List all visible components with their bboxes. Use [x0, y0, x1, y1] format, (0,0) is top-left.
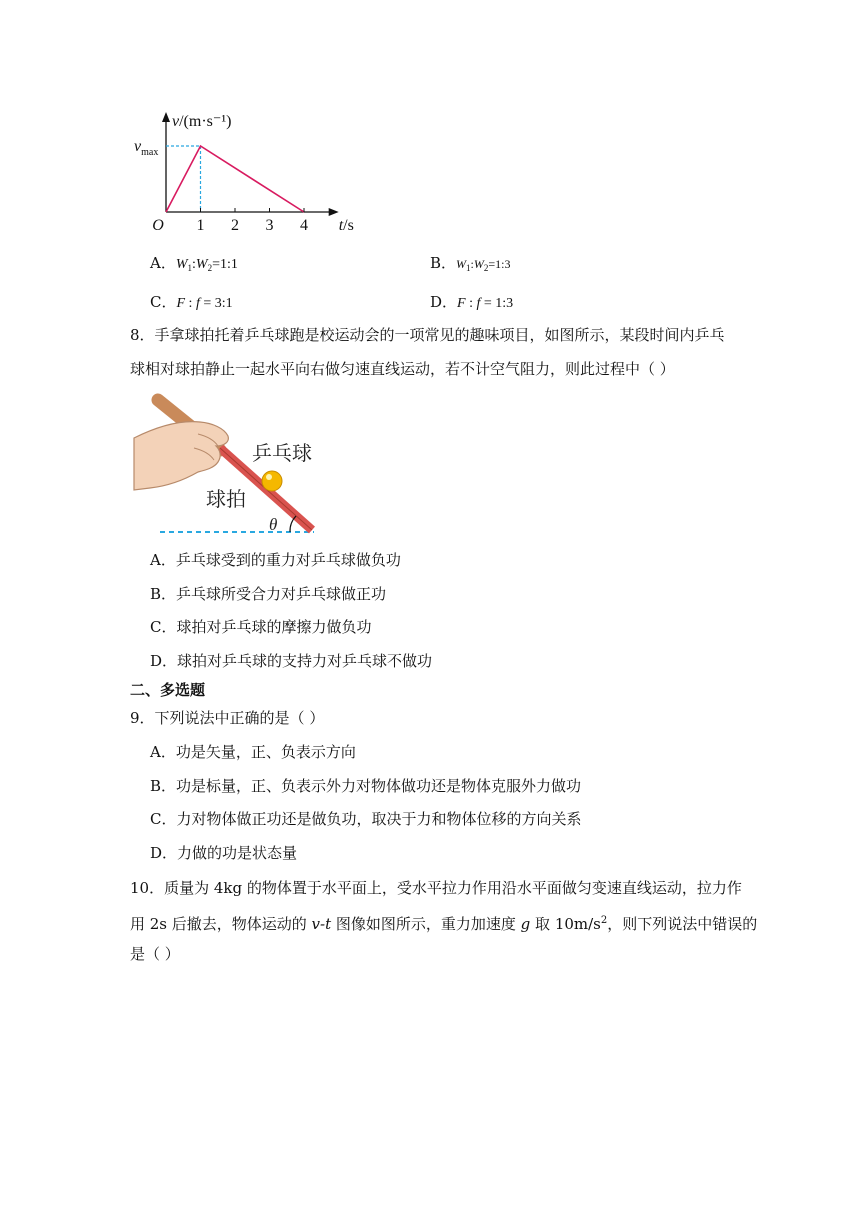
ratio-colon: : [192, 257, 196, 272]
q7-option-d [430, 292, 513, 314]
q10-text: ，则下列说法中错误的 [607, 915, 758, 933]
option-letter: D． [430, 293, 458, 311]
w-symbol: W [195, 257, 208, 272]
option-letter: C． [150, 293, 177, 311]
q9-option-a: A．功是矢量，正、负表示方向 [150, 743, 356, 761]
ratio-value: =1:3 [488, 257, 511, 271]
subscript: 2 [207, 263, 213, 273]
ratio-value: = 1:3 [480, 296, 514, 311]
g-symbol: g [520, 915, 531, 933]
ratio-value: =1:1 [212, 257, 238, 272]
ping-pong-ball [262, 471, 282, 491]
velocity-series-line [166, 146, 304, 212]
subscript: 1 [466, 263, 471, 273]
q8-stem-line1: 8．手拿球拍托着乒乓球跑是校运动会的一项常见的趣味项目，如图所示，某段时间内乒乓 [130, 326, 725, 344]
ratio-colon: : [470, 257, 474, 271]
hand-shape [134, 422, 228, 490]
subscript: 2 [483, 263, 489, 273]
q10-text: 取 10m/s [530, 915, 601, 933]
vt-chart [120, 108, 360, 238]
q9-option-b: B．功是标量，正、负表示外力对物体做功还是物体克服外力做功 [150, 777, 582, 795]
subscript: 1 [187, 263, 193, 273]
ratio-value: = 3:1 [199, 296, 233, 311]
q8-option-a: A．乒乓球受到的重力对乒乓球做负功 [150, 551, 401, 569]
ratio-colon: : [465, 296, 477, 311]
option-letter: B． [430, 254, 457, 272]
origin-label: O [152, 217, 164, 234]
q8-option-b: B．乒乓球所受合力对乒乓球做正功 [150, 585, 387, 603]
angle-label: θ [269, 515, 278, 534]
q7-option-c [150, 292, 233, 314]
x-tick-label-2: 2 [231, 217, 239, 234]
x-tick-label-3: 3 [265, 217, 274, 234]
q9-option-d: D．力做的功是状态量 [150, 844, 298, 862]
option-letter: A． [150, 254, 176, 272]
w-symbol: W [473, 257, 484, 271]
y-axis-arrow [162, 112, 170, 122]
ball-label: 乒乓球 [252, 443, 312, 465]
w-symbol: W [175, 257, 188, 272]
friction-symbol: f [476, 296, 481, 311]
y-axis-label: v/(m·s⁻¹) [172, 113, 232, 130]
q9-stem: 9．下列说法中正确的是（ ） [130, 709, 325, 727]
w-symbol: W [456, 257, 467, 271]
q10-text: 图像如图所示，重力加速度 [331, 915, 521, 933]
q7-option-b [430, 253, 510, 278]
x-axis-arrow [329, 208, 339, 216]
ratio-colon: : [185, 296, 196, 311]
q8-option-c: C．球拍对乒乓球的摩擦力做负功 [150, 618, 372, 636]
force-symbol: F [457, 296, 466, 311]
x-tick-label-1: 1 [196, 217, 205, 234]
q10-stem-line1: 10．质量为 4kg 的物体置于水平面上，受水平拉力作用沿水平面做匀变速直线运动，拉力作 [130, 879, 742, 897]
q7-option-a [150, 253, 238, 278]
q10-text: 用 2s 后撤去，物体运动的 [130, 915, 312, 933]
superscript: 2 [600, 915, 608, 926]
x-tick-label-4: 4 [300, 217, 308, 234]
racket-label: 球拍 [206, 489, 246, 511]
q10-stem-line2 [130, 911, 757, 934]
q8-stem-line2: 球相对球拍静止一起水平向右做匀速直线运动，若不计空气阻力，则此过程中（ ） [130, 360, 675, 378]
ball-highlight [266, 474, 272, 480]
racket-figure [128, 390, 328, 538]
section-heading: 二、多选题 [130, 681, 206, 699]
x-axis-label: t/s [338, 217, 354, 234]
q9-option-c: C．力对物体做正功还是做负功，取决于力和物体位移的方向关系 [150, 810, 582, 828]
q10-stem-line3: 是（ ） [130, 945, 180, 963]
vt-symbol: v-t [311, 915, 332, 933]
q8-option-d: D．球拍对乒乓球的支持力对乒乓球不做功 [150, 652, 433, 670]
friction-symbol: f [195, 296, 200, 311]
vmax-tick-label: $v_{max}$ [134, 138, 159, 158]
force-symbol: F [176, 296, 186, 311]
